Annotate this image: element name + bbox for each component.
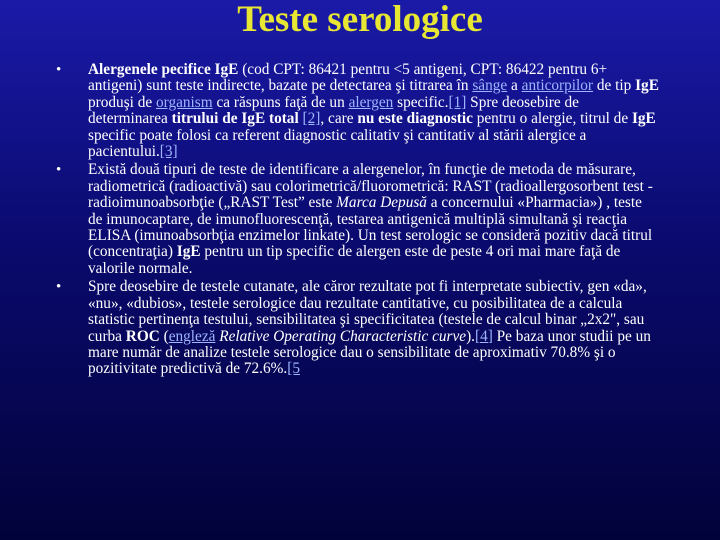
bullet-text: [88, 279, 660, 377]
bullet-dot-icon: •: [56, 62, 62, 78]
text-segment: , care: [320, 110, 358, 128]
text-segment: Spre deosebire de determinarea: [88, 93, 579, 128]
inline-link[interactable]: alergen: [348, 93, 394, 111]
bullet-text: [88, 162, 660, 277]
inline-link[interactable]: [2]: [302, 110, 321, 128]
slide-title: Teste serologice: [237, 0, 483, 40]
inline-link[interactable]: [3]: [159, 143, 178, 161]
inline-link[interactable]: [4]: [475, 327, 493, 345]
text-segment: a concernului «Pharmacia») , teste de imunocaptare, de imunofluorescenţă, testarea antigenică multiplă simultană şi reacţia ELISA (imunoabsorbţia enzimelor linkate). Un test serologic se consideră pozitiv dacă titrul (concentraţia): [88, 194, 653, 261]
text-segment: titrului de IgE total: [171, 110, 299, 128]
text-segment: produşi de: [88, 93, 156, 111]
text-segment: specific.: [393, 93, 449, 111]
bullet-text: [88, 62, 660, 160]
text-segment: pentru un tip specific de alergen este de peste 4 ori mai mare faţă de valorile normale.: [88, 243, 621, 277]
bullet-item: [56, 162, 660, 277]
text-segment: Alergenele pecifice IgE: [88, 61, 239, 78]
inline-link[interactable]: engleză: [168, 327, 216, 345]
text-segment: a: [507, 77, 522, 95]
bullet-list: [56, 62, 660, 380]
bullet-dot-icon: •: [56, 162, 62, 179]
text-segment: Spre deosebire de testele cutanate, ale căror rezultate pot fi interpretate subiectiv, gen «da», «nu», «dubios», testele serologice dau rezultate cantitative, cu posibilitatea de a calcula statistic pertinenţa testului, sensibilitatea şi specificitatea (testele de calcul binar „2x2", sau curba: [88, 278, 647, 345]
text-segment: IgE: [635, 77, 659, 95]
text-segment: pentru o alergie, titrul de: [472, 110, 632, 128]
text-segment: Pe baza unor studii pe un mare număr de analize testele serologice dau o sensibilitate de aproximativ 70.8% şi o pozitivitate predictivă de 72.6%.: [88, 327, 651, 378]
bullet-item: [56, 62, 660, 160]
text-segment: nu este diagnostic: [357, 110, 473, 128]
text-segment: ca răspuns faţă de un: [212, 93, 349, 111]
text-segment: ROC: [125, 327, 160, 345]
text-segment: (: [159, 327, 169, 345]
bullet-dot-icon: •: [56, 279, 62, 296]
inline-link[interactable]: anticorpilor: [521, 77, 594, 95]
text-segment: de tip: [593, 77, 636, 95]
text-segment: Există două tipuri de teste de identificare a alergenelor, în funcţie de metoda de măsurare, radiometrică (radioactivă) sau colorimetrică/fluorometrică: RAST (radioallergosorbent test - radioimunoabsorbţie („RAST Test” este: [88, 161, 653, 212]
text-segment: ).: [466, 327, 475, 345]
text-segment: IgE: [176, 243, 201, 261]
inline-link[interactable]: organism: [155, 93, 213, 111]
inline-link[interactable]: sânge: [472, 77, 508, 95]
text-segment: specific poate folosi ca referent diagnostic calitativ şi cantitativ al stării alergice a pacientului.: [88, 126, 587, 161]
inline-link[interactable]: [1]: [448, 93, 467, 111]
bullet-item: [56, 279, 660, 377]
text-segment: IgE: [631, 110, 656, 128]
inline-link[interactable]: [5: [287, 360, 300, 378]
text-segment: Relative Operating Characteristic curve: [219, 327, 467, 345]
text-segment: (cod CPT: 86421 pentru <5 antigeni, CPT: 86422 pentru 6+ antigeni) sunt teste indirecte, bazate pe detectarea şi titrarea în: [88, 61, 608, 95]
text-segment: Marca Depusă: [336, 194, 427, 212]
